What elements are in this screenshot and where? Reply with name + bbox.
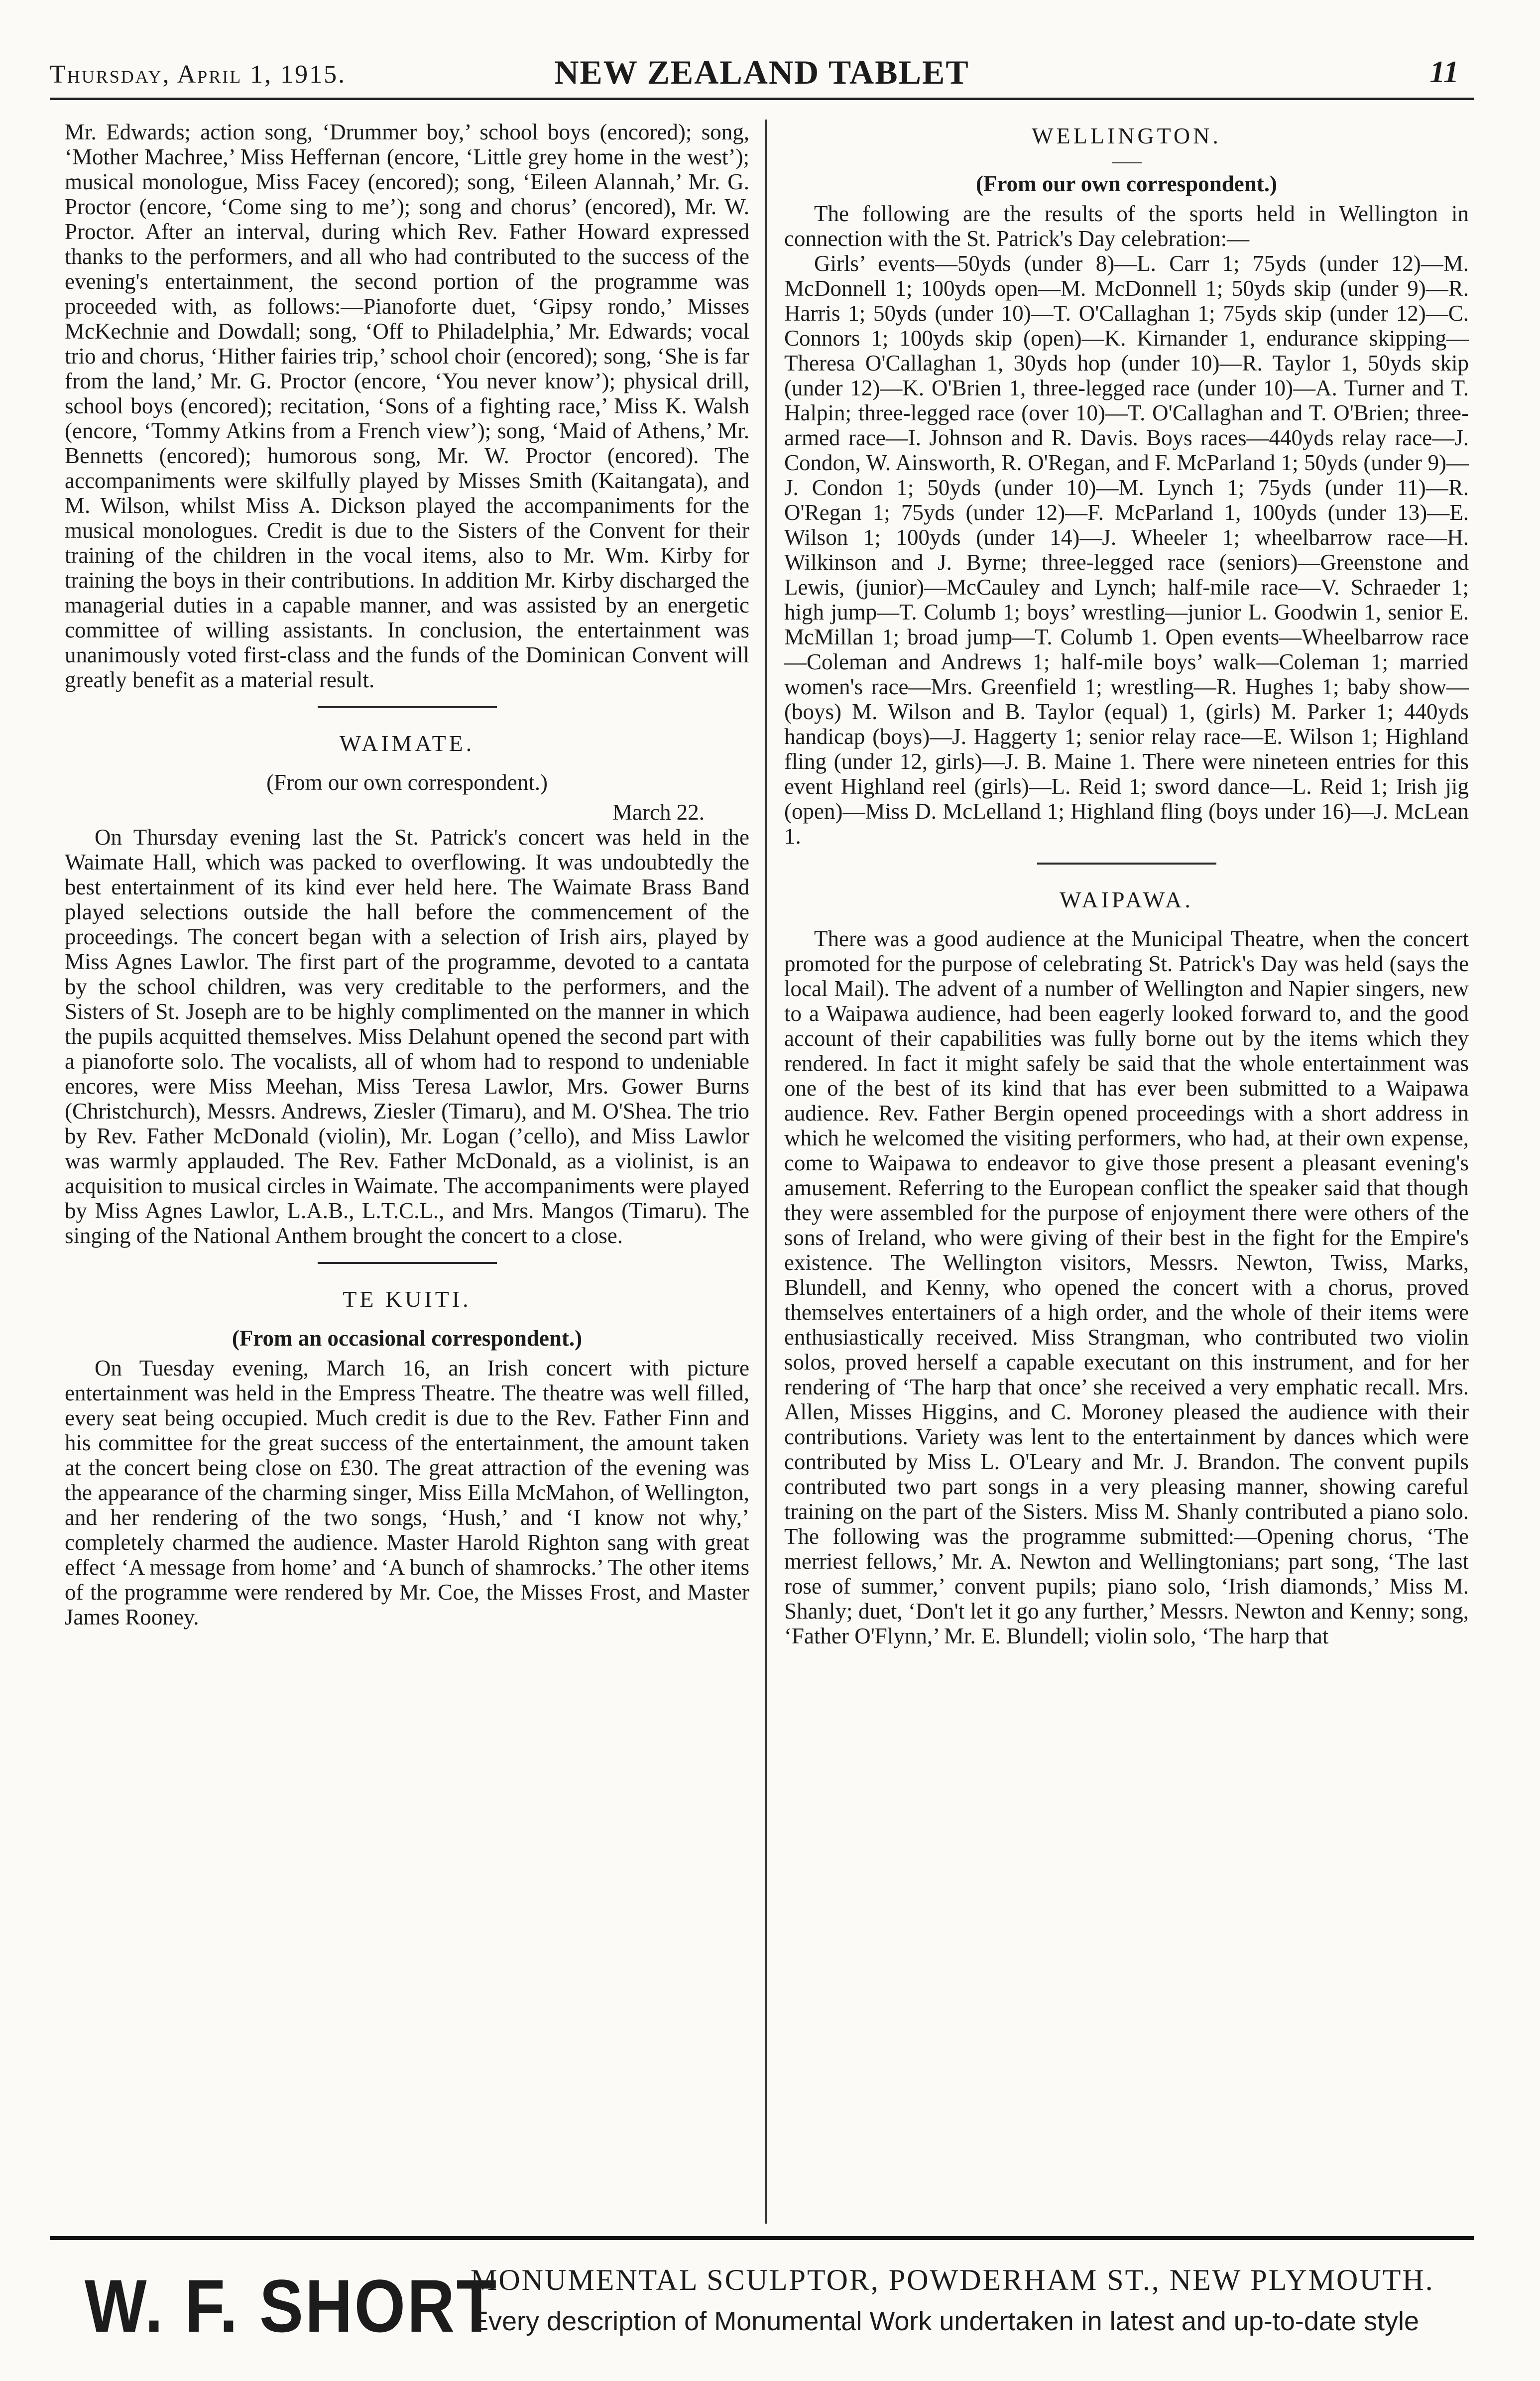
advertiser-tagline: Every description of Monumental Work undertaken in latest and up-to-date style [471, 2306, 1420, 2336]
waimate-body: On Thursday evening last the St. Patrick's concert was held in the Waimate Hall, which was packed to overflowing. It was undoubtedly the best entertainment of its kind ever held here. The Waimate Brass Band played selections outside the hall before the commencement of the proceedings. The concert began with a selection of Irish airs, played by Miss Agnes Lawlor. The first part of the programme, devoted to a cantata by the school children, was very creditable to the performers, and the Sisters of St. Joseph are to be highly complimented on the manner in which the pupils acquitted themselves. Miss Delahunt opened the second part with a pianoforte solo. The vocalists, all of whom had to respond to undeniable encores, were Miss Meehan, Miss Teresa Lawlor, Mrs. Gower Burns (Christchurch), Messrs. Andrews, Ziesler (Timaru), and M. O'Shea. The trio by Rev. Father McDonald (violin), Mr. Logan (’cello), and Miss Lawlor was warmly applauded. The Rev. Father McDonald, as a violinist, is an acquisition to musical circles in Waimate. The accompaniments were played by Miss Agnes Lawlor, L.A.B., L.T.C.L., and Mrs. Mangos (Timaru). The singing of the National Anthem brought the concert to a close. [65, 825, 749, 1248]
right-column [784, 120, 1469, 2221]
waimate-dateline: March 22. [612, 800, 705, 825]
heading-rule [1112, 162, 1142, 163]
waipawa-heading: WAIPAWA. [1060, 887, 1193, 912]
advertisement-rule [50, 2236, 1474, 2240]
column-divider [765, 120, 767, 2224]
masthead-rule [50, 98, 1474, 100]
page-number: 11 [1429, 55, 1459, 89]
wellington-byline: (From our own correspondent.) [976, 171, 1277, 196]
waimate-byline: (From our own correspondent.) [266, 770, 548, 795]
advertisement [50, 2246, 1474, 2371]
newspaper-title: NEW ZEALAND TABLET [554, 53, 969, 91]
section-divider [1037, 863, 1216, 865]
te-kuiti-byline: (From an occasional correspondent.) [232, 1326, 583, 1351]
te-kuiti-heading: TE KUITI. [343, 1286, 472, 1312]
advertiser-name: W. F. SHORT [85, 2264, 498, 2348]
wellington-heading: WELLINGTON. [1032, 123, 1221, 148]
advertiser-address: MONUMENTAL SCULPTOR, POWDERHAM ST., NEW PLYMOUTH. [471, 2263, 1434, 2296]
waimate-heading: WAIMATE. [339, 731, 475, 756]
section-divider [318, 706, 497, 708]
wellington-results: Girls’ events—50yds (under 8)—L. Carr 1; 75yds (under 12)—M. McDonnell 1; 100yds open—M. McDonnell 1; 50yds skip (under 9)—R. Harris 1; 50yds (under 10)—T. O'Callaghan 1; 75yds skip (under 12)—C. Connors 1; 100yds skip (open)—K. Kirnander 1, endurance skipping—Theresa O'Callaghan 1, 30yds hop (under 10)—R. Taylor 1, 50yds skip (under 12)—K. O'Brien 1, three-legged race (under 10)—A. Turner and T. Halpin; three-legged race (over 10)—T. O'Callaghan and T. O'Brien; three-armed race—I. Johnson and R. Davis. Boys races—440yds relay race—J. Condon, W. Ainsworth, R. O'Regan, and F. McParland 1; 50yds (under 9)—J. Condon 1; 50yds (under 10)—M. Lynch 1; 75yds (under 11)—R. O'Regan 1; 75yds (under 12)—F. McParland 1, 100yds (under 13)—E. Wilson 1; 100yds (under 14)—J. Wheeler 1; wheelbarrow race—H. Wilkinson and J. Byrne; three-legged race (seniors)—Greenstone and Lewis, (junior)—McCauley and Lynch; half-mile race—V. Schraeder 1; high jump—T. Columb 1; boys’ wrestling—junior L. Goodwin 1, senior E. McMillan 1; broad jump—T. Columb 1. Open events—Wheelbarrow race—Coleman and Andrews 1; half-mile boys’ walk—Coleman 1; married women's race—Mrs. Greenfield 1; wrestling—R. Hughes 1; baby show—(boys) M. Wilson and B. Taylor (equal) 1, (girls) M. Parker 1; 440yds handicap (boys)—J. Haggerty 1; senior relay race—E. Wilson 1; Highland fling (under 12, girls)—J. B. Maine 1. There were nineteen entries for this event Highland reel (girls)—L. Reid 1; sword dance—L. Reid 1; Irish jig (open)—Miss D. McLelland 1; Highland fling (boys under 16)—J. McLean 1. [784, 251, 1469, 849]
section-divider [318, 1262, 497, 1264]
left-column [65, 120, 749, 2221]
concert-continuation-paragraph: Mr. Edwards; action song, ‘Drummer boy,’ school boys (encored); song, ‘Mother Machree,’ Miss Heffernan (encore, ‘Little grey home in the west’); musical monologue, Miss Facey (encored); song, ‘Eileen Alannah,’ Mr. G. Proctor (encore, ‘Come sing to me’); song and chorus’ (encored), Mr. W. Proctor. After an interval, during which Rev. Father Howard expressed thanks to the performers, and all who had contributed to the success of the evening's entertainment, the second portion of the programme was proceeded with, as follows:—Pianoforte duet, ‘Gipsy rondo,’ Misses McKechnie and Dowdall; song, ‘Off to Philadelphia,’ Mr. Edwards; vocal trio and chorus, ‘Hither fairies trip,’ school choir (encored); song, ‘She is far from the land,’ Mr. G. Proctor (encore, ‘You never know’); physical drill, school boys (encored); recitation, ‘Sons of a fighting race,’ Miss K. Walsh (encore, ‘Tommy Atkins from a French view’); song, ‘Maid of Athens,’ Mr. Bennetts (encored); humorous song, Mr. W. Proctor (encored). The accompaniments were skilfully played by Misses Smith (Kaitangata), and M. Wilson, whilst Miss A. Dickson played the accompaniments for the musical monologues. Credit is due to the Sisters of the Convent for their training of the children in the vocal items, also to Mr. Wm. Kirby for training the boys in their contributions. In addition Mr. Kirby discharged the managerial duties in a capable manner, and was assisted by an energetic committee of willing assistants. In conclusion, the entertainment was unanimously voted first-class and the funds of the Dominican Convent will greatly benefit as a material result. [65, 120, 749, 692]
te-kuiti-body: On Tuesday evening, March 16, an Irish concert with picture entertainment was held in the Empress Theatre. The theatre was well filled, every seat being occupied. Much credit is due to the Rev. Father Finn and his committee for the great success of the entertainment, the amount taken at the concert being close on £30. The great attraction of the evening was the appearance of the charming singer, Miss Eilla McMahon, of Wellington, and her rendering of the two songs, ‘Hush,’ and ‘I know not why,’ completely charmed the audience. Master Harold Righton sang with great effect ‘A message from home’ and ‘A bunch of shamrocks.’ The other items of the programme were rendered by Mr. Coe, the Misses Frost, and Master James Rooney. [65, 1356, 749, 1629]
waipawa-body: There was a good audience at the Municipal Theatre, when the concert promoted for the purpose of celebrating St. Patrick's Day was held (says the local Mail). The advent of a number of Wellington and Napier singers, new to a Waipawa audience, had been eagerly looked forward to, and the good account of their capabilities was fully borne out by the items which they rendered. In fact it might safely be said that the whole entertainment was one of the best of its kind that has ever been submitted to a Waipawa audience. Rev. Father Bergin opened proceedings with a short address in which he welcomed the visiting performers, who had, at their own expense, come to Waipawa to endeavor to give those present a pleasant evening's amusement. Referring to the European conflict the speaker said that though they were assembled for the purpose of enjoyment there were others of the sons of Ireland, who were giving of their best in the fight for the Empire's existence. The Wellington visitors, Messrs. Newton, Twiss, Marks, Blundell, and Kenny, who opened the concert with a chorus, proved themselves entertainers of a high order, and the whole of their items were enthusiastically received. Miss Strangman, who contributed two violin solos, proved herself a capable executant on this instrument, and for her rendering of ‘The harp that once’ she received a very emphatic recall. Mrs. Allen, Misses Higgins, and C. Moroney pleased the audience with their contributions. Variety was lent to the entertainment by dances which were contributed by Miss L. O'Leary and Mr. J. Brandon. The convent pupils contributed two part songs in a very pleasing manner, showing careful training on the part of the Sisters. Miss M. Shanly contributed a piano solo. The following was the programme submitted:—Opening chorus, ‘The merriest fellows,’ Mr. A. Newton and Wellingtonians; part song, ‘The last rose of summer,’ convent pupils; piano solo, ‘Irish diamonds,’ Miss M. Shanly; duet, ‘Don't let it go any further,’ Messrs. Newton and Kenny; song, ‘Father O'Flynn,’ Mr. E. Blundell; violin solo, ‘The harp that [784, 926, 1469, 1648]
issue-date: Thursday, April 1, 1915. [50, 60, 347, 89]
wellington-intro: The following are the results of the sports held in Wellington in connection with the St. Patrick's Day celebration:— [784, 201, 1469, 251]
masthead [50, 49, 1474, 96]
